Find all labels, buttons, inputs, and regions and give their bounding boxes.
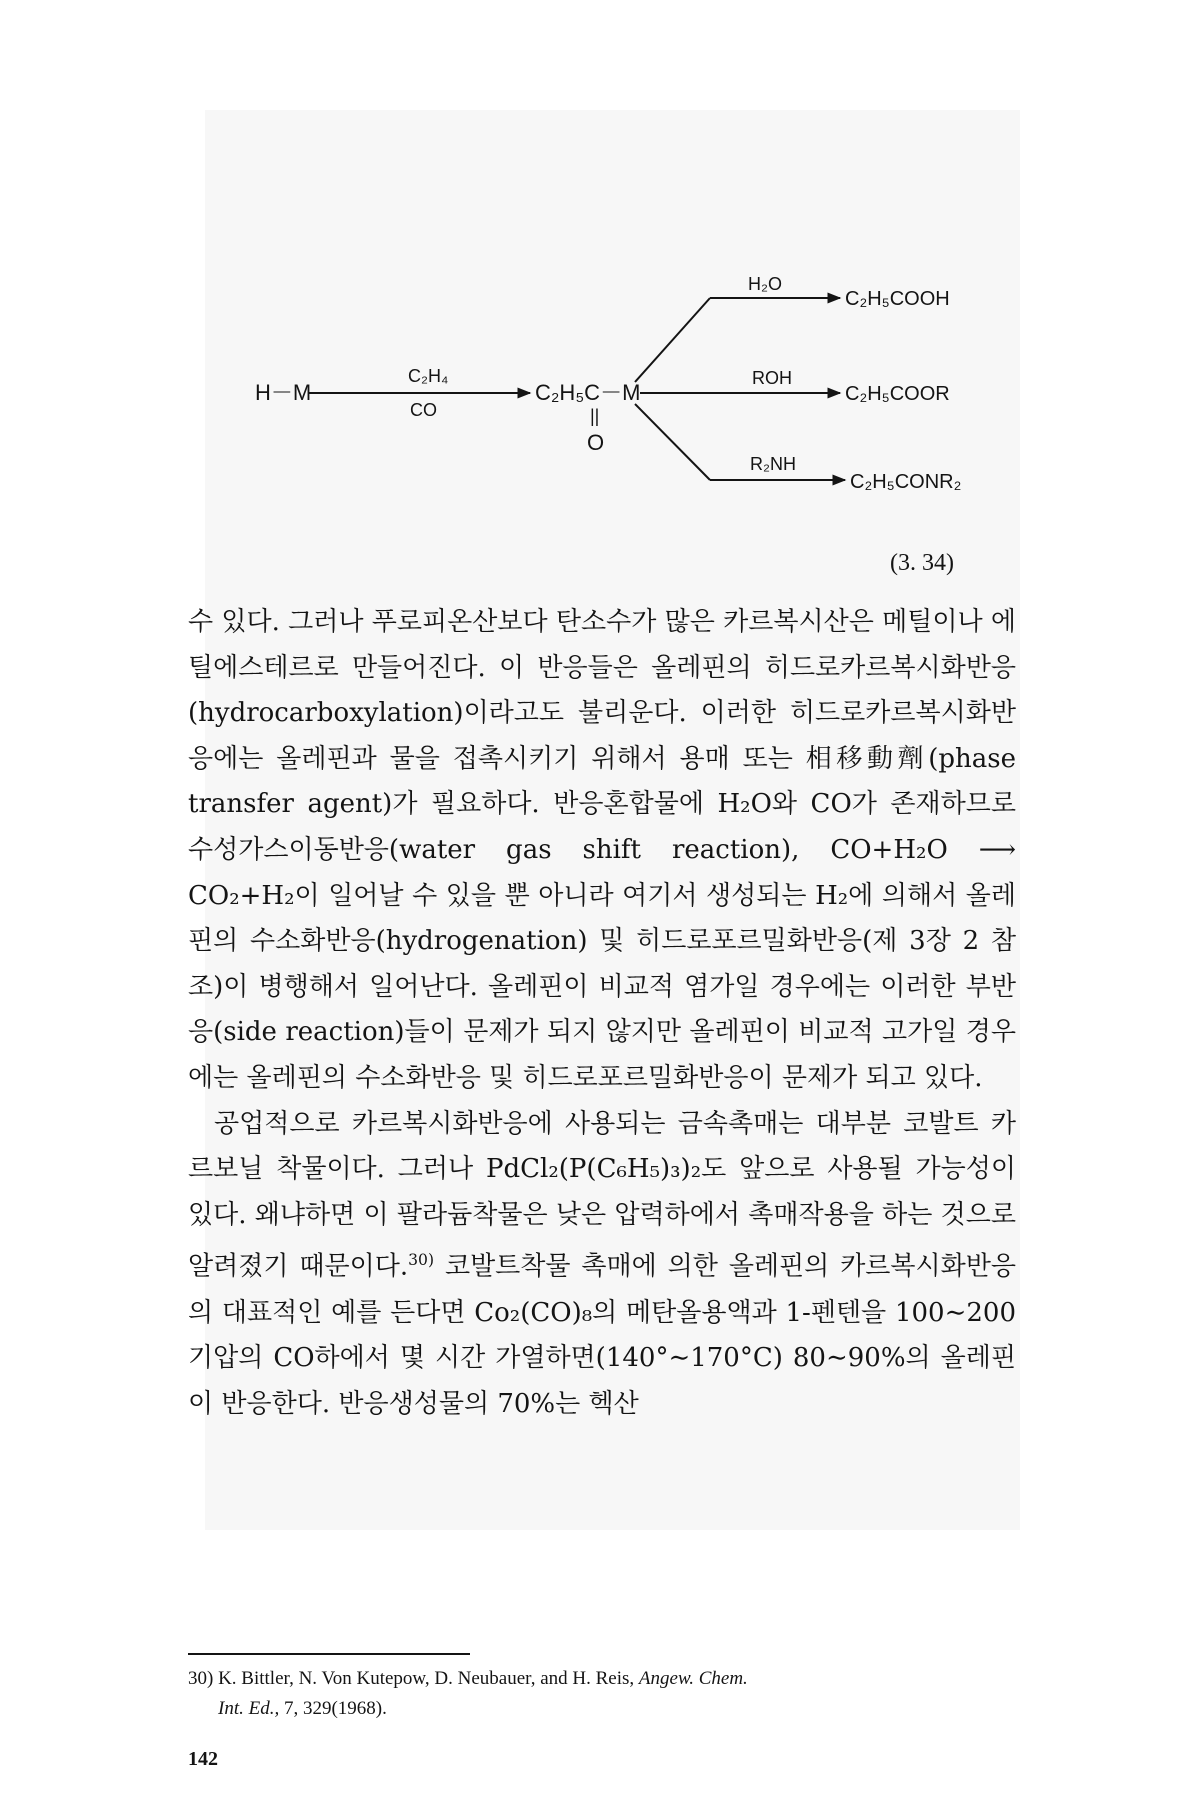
scheme-branch-top-product: C₂H₅COOH bbox=[845, 288, 950, 310]
scheme-arrow1-bottom: CO bbox=[410, 400, 437, 420]
footnote-marker: 30) bbox=[408, 1251, 435, 1270]
equation-number: (3. 34) bbox=[890, 550, 954, 576]
scheme-branch-mid-reagent: ROH bbox=[752, 368, 792, 388]
body-text bbox=[188, 600, 1016, 1427]
scheme-branch-mid-product: C₂H₅COOR bbox=[845, 383, 950, 405]
scheme-branch-bottom-reagent: R₂NH bbox=[750, 454, 796, 474]
footnote-line-2 bbox=[188, 1694, 1018, 1724]
paragraph-2-continued: 코발트착물 촉매에 의한 올레핀의 카르복시화반응의 대표적인 예를 든다면 Co₂(CO)₈의 메탄올용액과 1-펜텐을 100∼200기압의 CO하에서 몇 시간 가열하면(140°∼170°C) 80∼90%의 올레핀이 반응한다. 반응생성물의 70%는 헥산 bbox=[188, 1251, 1017, 1419]
scheme-arrow1-top: C₂H₄ bbox=[408, 366, 449, 386]
footnote-citation: 7, 329(1968). bbox=[283, 1698, 387, 1719]
footnote-journal-b: Int. Ed., bbox=[218, 1698, 280, 1719]
scheme-intermediate: C₂H₅C－M bbox=[535, 380, 641, 405]
footnote-number: 30) bbox=[188, 1668, 214, 1689]
paragraph-2 bbox=[188, 1102, 1016, 1428]
paragraph-2-text: 공업적으로 카르복시화반응에 사용되는 금속촉매는 대부분 코발트 카르보닐 착물이다. 그러나 PdCl₂(P(C₆H₅)₃)₂도 앞으로 사용될 가능성이 있다. 왜냐하면 이 팔라듐착물은 낮은 압력하에서 촉매작용을 하는 것으로 알려졌기 때문이다. bbox=[188, 1108, 1016, 1282]
footnote bbox=[188, 1664, 1018, 1724]
footnote-divider bbox=[188, 1653, 470, 1655]
reaction-scheme bbox=[240, 270, 1000, 510]
scheme-oxygen: O bbox=[587, 430, 605, 455]
footnote-authors: K. Bittler, N. Von Kutepow, D. Neubauer, and H. Reis, bbox=[218, 1668, 635, 1689]
footnote-journal-a: Angew. Chem. bbox=[638, 1668, 748, 1689]
paragraph-1: 수 있다. 그러나 푸로피온산보다 탄소수가 많은 카르복시산은 메틸이나 에틸에스테르로 만들어진다. 이 반응들은 올레핀의 히드로카르복시화반응(hydrocarboxylation)이라고도 불리운다. 이러한 히드로카르복시화반응에는 올레핀과 물을 접촉시키기 위해서 용매 또는 相移動劑(phase transfer agent)가 필요하다. 반응혼합물에 H₂O와 CO가 존재하므로 수성가스이동반응(water gas shift reaction), CO+H₂O ⟶ CO₂+H₂이 일어날 수 있을 뿐 아니라 여기서 생성되는 H₂에 의해서 올레핀의 수소화반응(hydrogenation) 및 히드로포르밀화반응(제 3장 2 참조)이 병행해서 일어난다. 올레핀이 비교적 염가일 경우에는 이러한 부반응(side reaction)들이 문제가 되지 않지만 올레핀이 비교적 고가일 경우에는 올레핀의 수소화반응 및 히드로포르밀화반응이 문제가 되고 있다. bbox=[188, 607, 1016, 1093]
scheme-branch-top-reagent: H₂O bbox=[748, 274, 782, 294]
page-number: 142 bbox=[188, 1748, 218, 1770]
scheme-left-reagent: H－M bbox=[255, 380, 312, 405]
scheme-branch-bottom-product: C₂H₅CONR₂ bbox=[850, 471, 962, 493]
scheme-double-bond: || bbox=[590, 406, 600, 426]
